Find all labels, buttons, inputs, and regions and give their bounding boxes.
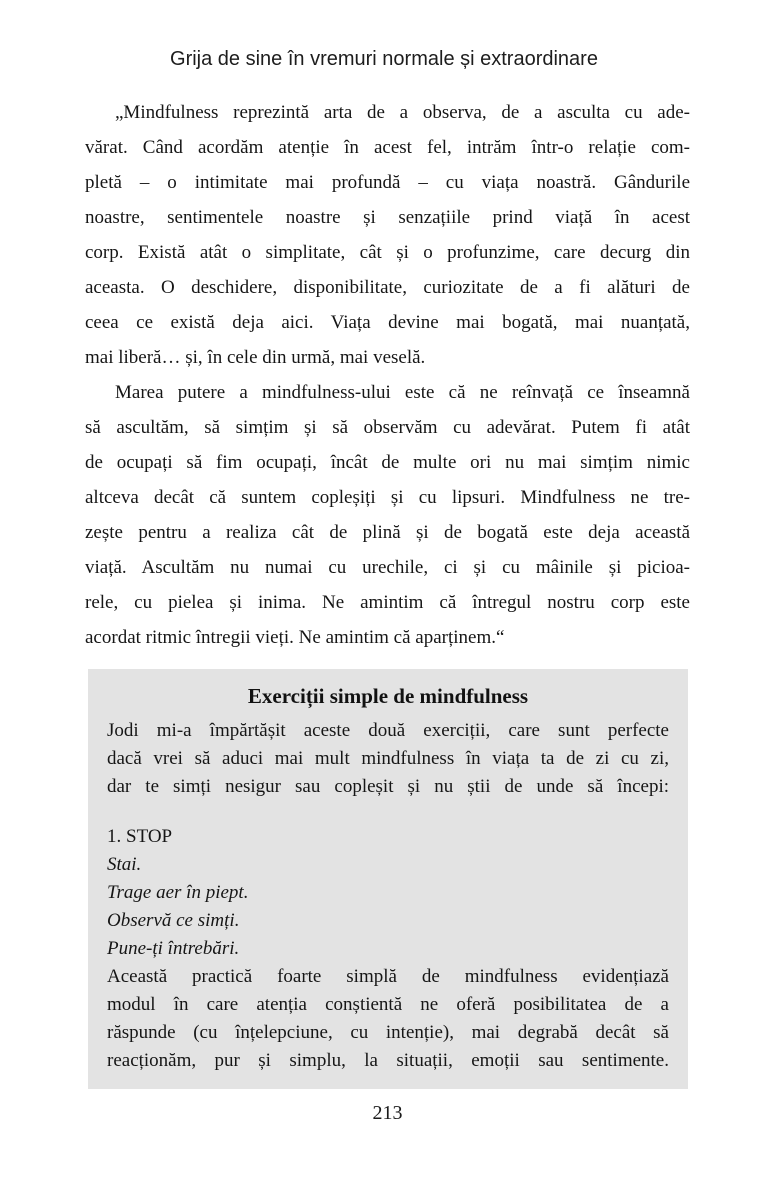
text-line: acordat ritmic întregii vieți. Ne amintim că aparținem.“ [85, 627, 505, 648]
exercise-box-title: Exerciții simple de mindfulness [247, 684, 529, 708]
body-paragraph-2 [85, 375, 690, 655]
page-text-column [85, 95, 690, 1125]
text-line: altceva decât că suntem copleșiți și cu lipsuri. Mindfulness ne tre- [85, 487, 690, 508]
step-instruction-line: Stai. [107, 854, 142, 875]
text-line: dacă vrei să aduci mai mult mindfulness în viața ta de zi cu zi, [107, 748, 669, 769]
text-line: dar te simți nesigur sau copleșit și nu știi de unde să începi: [107, 776, 669, 797]
text-line: corp. Există atât o simplitate, cât și o profunzime, care decurg din [85, 242, 690, 263]
text-line: pletă – o intimitate mai profundă – cu viața noastră. Gândurile [85, 172, 690, 193]
text-line: modul în care atenția conștientă ne oferă posibilitatea de a [107, 994, 669, 1015]
body-paragraph-1 [85, 95, 690, 375]
page-number: 213 [372, 1102, 403, 1124]
text-line: Jodi mi-a împărtășit aceste două exerciții, care sunt perfecte [107, 720, 669, 741]
text-line: răspunde (cu înțelepciune, cu intenție), mai degrabă decât să [107, 1022, 669, 1043]
text-line: de ocupați să fim ocupați, încât de multe ori nu mai simțim nimic [85, 452, 690, 473]
text-line: ceea ce există deja aici. Viața devine mai bogată, mai nuanțată, [85, 312, 690, 333]
spacer [107, 801, 669, 823]
step-1-label: 1. STOP [107, 826, 173, 847]
text-line: Marea putere a mindfulness-ului este că ne reînvață ce înseamnă [115, 382, 690, 403]
text-line: rele, cu pielea și inima. Ne amintim că întregul nostru corp este [85, 592, 690, 613]
text-line: Această practică foarte simplă de mindfulness evidențiază [107, 966, 669, 987]
step-instruction-line: Pune-ți întrebări. [107, 938, 240, 959]
text-line: reacționăm, pur și simplu, la situații, emoții sau sentimente. [107, 1050, 669, 1071]
text-line: vărat. Când acordăm atenție în acest fel, intrăm într-o relație com- [85, 137, 690, 158]
text-line: noastre, sentimentele noastre și senzațiile prind viață în acest [85, 207, 690, 228]
exercise-box [88, 669, 688, 1089]
text-line: mai liberă… și, în cele din urmă, mai veselă. [85, 347, 426, 368]
text-line: zește pentru a realiza cât de plină și de bogată este deja această [85, 522, 690, 543]
text-line: „Mindfulness reprezintă arta de a observa, de a asculta cu ade- [115, 102, 690, 123]
step-instruction-line: Observă ce simți. [107, 910, 240, 931]
text-line: să ascultăm, să simțim și să observăm cu adevărat. Putem fi atât [85, 417, 690, 438]
step-instruction-line: Trage aer în piept. [107, 882, 249, 903]
text-line: aceasta. O deschidere, disponibilitate, curiozitate de a fi alături de [85, 277, 690, 298]
running-head: Grija de sine în vremuri normale și extraordinare [170, 48, 598, 70]
text-line: viață. Ascultăm nu numai cu urechile, ci și cu mâinile și picioa- [85, 557, 690, 578]
